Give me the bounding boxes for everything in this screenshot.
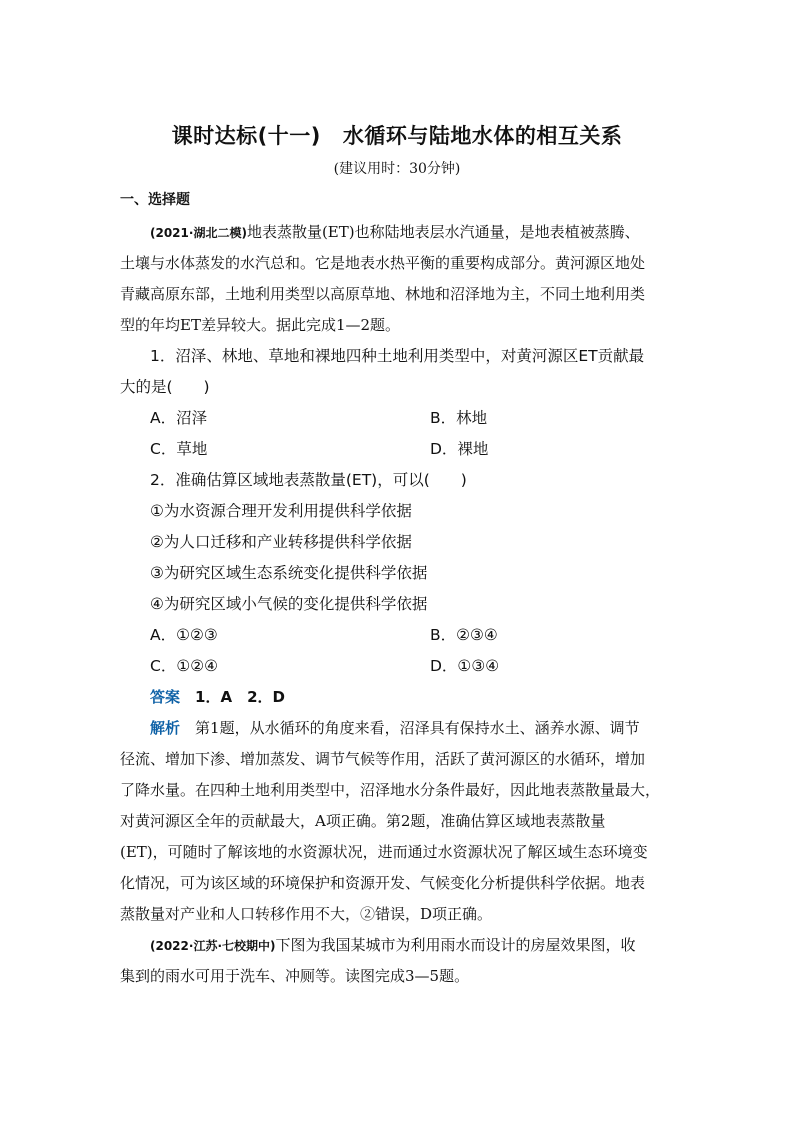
question-2-option-a: A．①②③ [150, 626, 218, 644]
material-1-source: (2021·湖北二模) [150, 226, 247, 240]
material-1-line-3: 青藏高原东部，土地利用类型以高原草地、林地和沼泽地为主，不同土地利用类 [120, 285, 646, 303]
material-2-line-2: 集到的雨水可用于洗车、冲厕等。读图完成3—5题。 [120, 967, 470, 985]
question-2-item-4: ④为研究区域小气候的变化提供科学依据 [150, 595, 428, 613]
page-title [0, 120, 794, 150]
section-heading: 一、选择题 [120, 192, 190, 208]
question-2-item-3: ③为研究区域生态系统变化提供科学依据 [150, 564, 428, 582]
analysis-line-2: 径流、增加下渗、增加蒸发、调节气候等作用，活跃了黄河源区的水循环，增加 [120, 750, 646, 768]
analysis-line-5: (ET)，可随时了解该地的水资源状况，进而通过水资源状况了解区域生态环境变 [120, 843, 648, 861]
question-1-stem-2: 大的是( ) [120, 378, 210, 396]
material-1-line-4: 型的年均ET差异较大。据此完成1—2题。 [120, 316, 401, 334]
question-1-option-a: A．沼泽 [150, 409, 208, 427]
question-2-item-1: ①为水资源合理开发利用提供科学依据 [150, 502, 412, 520]
answer-label: 答案 [150, 688, 181, 706]
suggested-time: (建议用时：30分钟) [333, 161, 461, 177]
question-2-option-b: B．②③④ [430, 626, 498, 644]
analysis-line-1: 解析 第1题，从水循环的角度来看，沼泽具有保持水土、涵养水源、调节 [150, 719, 640, 737]
material-1-line-2: 土壤与水体蒸发的水汽总和。它是地表水热平衡的重要构成部分。黄河源区地处 [120, 254, 646, 272]
title-topic: 水循环与陆地水体的相互关系 [342, 124, 623, 148]
analysis-line-4: 对黄河源区全年的贡献最大，A项正确。第2题，准确估算区域地表蒸散量 [120, 812, 606, 830]
question-1-option-d: D．裸地 [430, 440, 489, 458]
answer-value: 1．A 2．D [195, 688, 285, 706]
question-2-stem: 2．准确估算区域地表蒸散量(ET)，可以( ) [150, 471, 467, 489]
analysis-line-7: 蒸散量对产业和人口转移作用不大，②错误，D项正确。 [120, 905, 493, 923]
question-1-stem-1: 1．沼泽、林地、草地和裸地四种土地利用类型中，对黄河源区ET贡献最 [150, 347, 645, 365]
question-2-option-c: C．①②④ [150, 657, 219, 675]
question-1-option-c: C．草地 [150, 440, 208, 458]
question-2-item-2: ②为人口迁移和产业转移提供科学依据 [150, 533, 412, 551]
analysis-label: 解析 [150, 719, 181, 737]
question-1-option-b: B．林地 [430, 409, 488, 427]
material-2-line-1: (2022·江苏·七校期中)下图为我国某城市为利用雨水而设计的房屋效果图，收 [150, 936, 636, 954]
analysis-line-6: 化情况，可为该区域的环境保护和资源开发、气候变化分析提供科学依据。地表 [120, 874, 646, 892]
answer-line [150, 687, 680, 707]
title-lesson: 课时达标(十一) [171, 124, 321, 148]
material-2-source: (2022·江苏·七校期中) [150, 939, 276, 953]
question-2-option-d: D．①③④ [430, 657, 500, 675]
analysis-line-3: 了降水量。在四种土地利用类型中，沼泽地水分条件最好，因此地表蒸散量最大， [120, 781, 661, 799]
material-1-line-1: (2021·湖北二模)地表蒸散量(ET)也称陆地表层水汽通量，是地表植被蒸腾、 [150, 223, 640, 241]
